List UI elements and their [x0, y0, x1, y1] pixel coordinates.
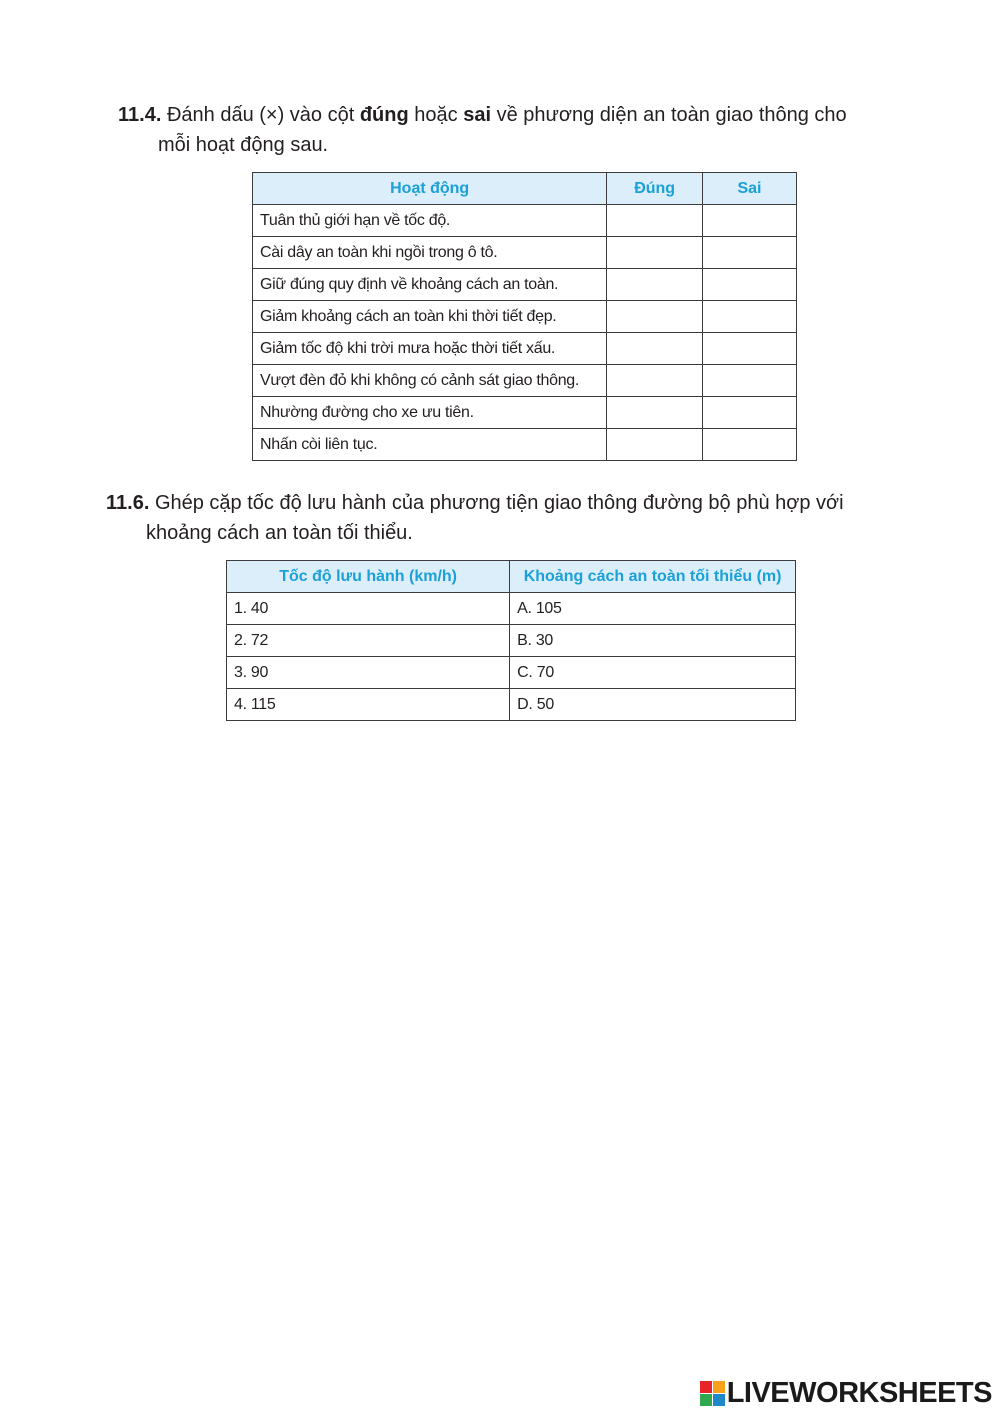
speed-distance-matching-table	[226, 560, 796, 721]
table-row	[227, 657, 796, 689]
table-row	[227, 625, 796, 657]
exercise-number: 11.6.	[106, 492, 150, 514]
prompt-text: Ghép cặp tốc độ lưu hành của phương tiện giao thông đường bộ phù hợp với	[149, 492, 844, 514]
prompt-text: về phương diện an toàn giao thông cho	[491, 104, 847, 126]
activity-cell: Giảm tốc độ khi trời mưa hoặc thời tiết xấu.	[253, 333, 607, 365]
logo-square-orange	[713, 1381, 725, 1393]
speed-cell[interactable]: 4. 115	[227, 689, 510, 721]
distance-cell[interactable]: B. 30	[510, 625, 796, 657]
table-row	[227, 593, 796, 625]
prompt-bold-wrong: sai	[463, 104, 492, 126]
activity-cell: Tuân thủ giới hạn về tốc độ.	[253, 205, 607, 237]
table-row	[253, 205, 797, 237]
prompt-text: Đánh dấu (×) vào cột	[161, 104, 360, 126]
logo-text: LIVEWORKSHEETS	[726, 1377, 992, 1409]
table-row	[253, 333, 797, 365]
prompt-bold-correct: đúng	[359, 104, 409, 126]
wrong-answer-cell[interactable]	[702, 237, 796, 269]
speed-cell[interactable]: 3. 90	[227, 657, 510, 689]
logo-square-red	[700, 1381, 712, 1393]
speed-cell[interactable]: 2. 72	[227, 625, 510, 657]
correct-answer-cell[interactable]	[607, 333, 703, 365]
header-wrong: Sai	[702, 173, 796, 205]
wrong-answer-cell[interactable]	[702, 205, 796, 237]
exercise-11-6-prompt	[106, 488, 896, 548]
activity-cell: Nhường đường cho xe ưu tiên.	[253, 397, 607, 429]
wrong-answer-cell[interactable]	[702, 429, 796, 461]
header-distance: Khoảng cách an toàn tối thiểu (m)	[510, 561, 796, 593]
wrong-answer-cell[interactable]	[702, 301, 796, 333]
distance-cell[interactable]: A. 105	[510, 593, 796, 625]
wrong-answer-cell[interactable]	[702, 397, 796, 429]
correct-answer-cell[interactable]	[607, 365, 703, 397]
table-header-row	[227, 561, 796, 593]
table-row	[227, 689, 796, 721]
table-row	[253, 397, 797, 429]
prompt-line-2: khoảng cách an toàn tối thiểu.	[146, 522, 413, 544]
table-row	[253, 365, 797, 397]
activity-true-false-table	[252, 172, 797, 461]
correct-answer-cell[interactable]	[607, 397, 703, 429]
correct-answer-cell[interactable]	[607, 269, 703, 301]
header-activity: Hoạt động	[253, 173, 607, 205]
table-header-row	[253, 173, 797, 205]
distance-cell[interactable]: D. 50	[510, 689, 796, 721]
wrong-answer-cell[interactable]	[702, 269, 796, 301]
wrong-answer-cell[interactable]	[702, 333, 796, 365]
wrong-answer-cell[interactable]	[702, 365, 796, 397]
table-row	[253, 301, 797, 333]
correct-answer-cell[interactable]	[607, 429, 703, 461]
exercise-number: 11.4.	[118, 104, 162, 126]
correct-answer-cell[interactable]	[607, 237, 703, 269]
speed-cell[interactable]: 1. 40	[227, 593, 510, 625]
distance-cell[interactable]: C. 70	[510, 657, 796, 689]
activity-cell: Vượt đèn đỏ khi không có cảnh sát giao thông.	[253, 365, 607, 397]
activity-cell: Cài dây an toàn khi ngồi trong ô tô.	[253, 237, 607, 269]
liveworksheets-mark-icon	[700, 1381, 725, 1406]
prompt-line-2: mỗi hoạt động sau.	[158, 134, 329, 156]
activity-cell: Giữ đúng quy định về khoảng cách an toàn.	[253, 269, 607, 301]
exercise-11-4-prompt	[118, 100, 898, 160]
correct-answer-cell[interactable]	[607, 301, 703, 333]
activity-cell: Giảm khoảng cách an toàn khi thời tiết đẹp.	[253, 301, 607, 333]
logo-square-blue	[713, 1394, 725, 1406]
header-speed: Tốc độ lưu hành (km/h)	[227, 561, 510, 593]
logo-square-green	[700, 1394, 712, 1406]
table-row	[253, 237, 797, 269]
table-row	[253, 429, 797, 461]
prompt-text: hoặc	[408, 104, 464, 126]
liveworksheets-logo	[700, 1377, 992, 1410]
header-correct: Đúng	[607, 173, 703, 205]
activity-cell: Nhấn còi liên tục.	[253, 429, 607, 461]
correct-answer-cell[interactable]	[607, 205, 703, 237]
table-row	[253, 269, 797, 301]
